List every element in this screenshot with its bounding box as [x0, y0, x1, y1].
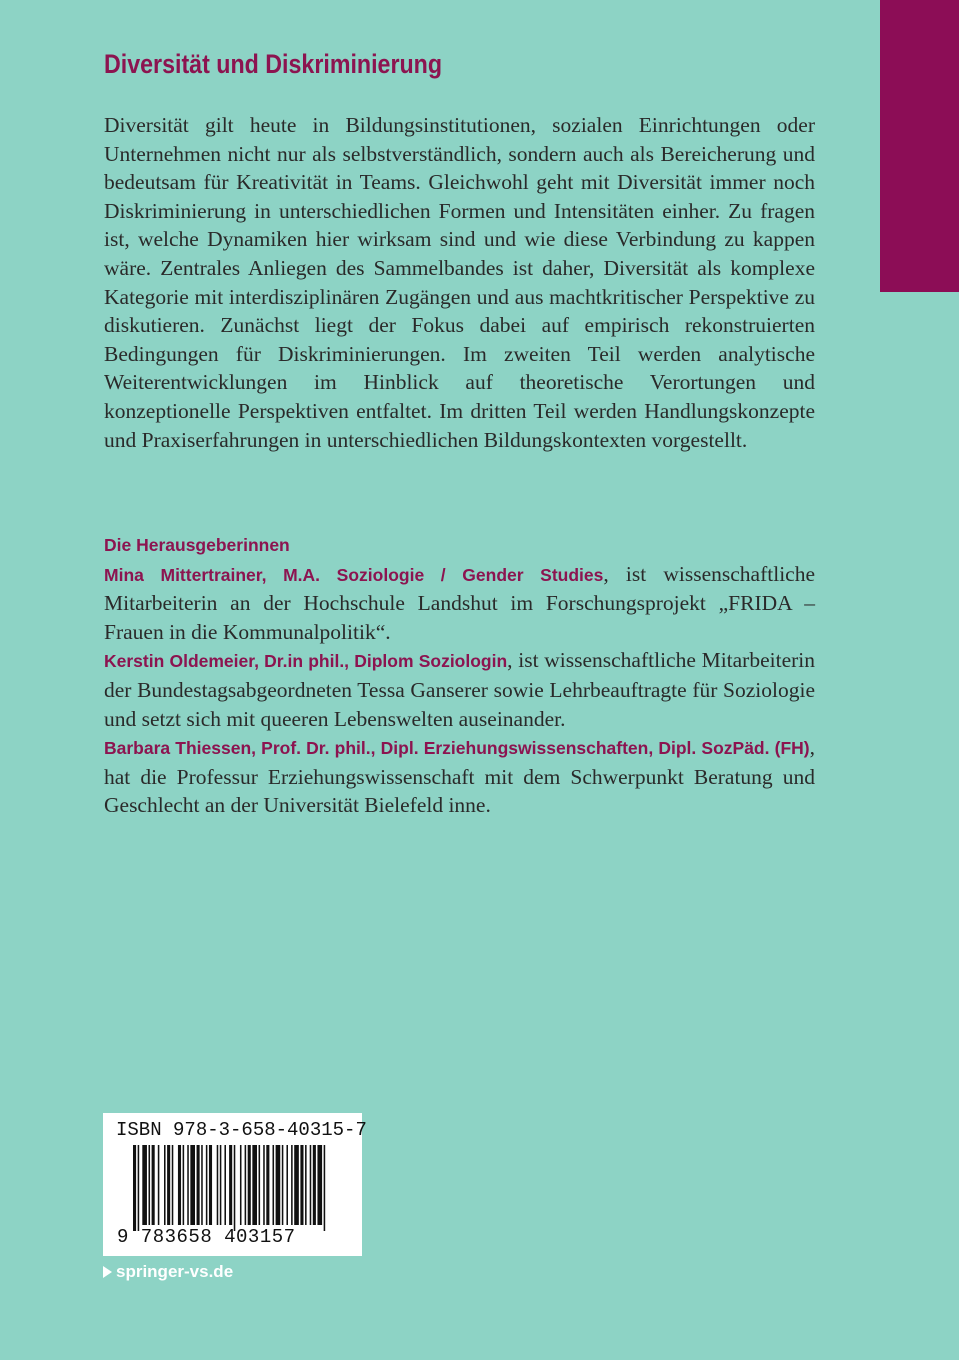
editor-name: Barbara Thiessen, Prof. Dr. phil., Dipl. Erziehungswissenschaften, Dipl. SozPäd. (FH)	[104, 738, 810, 759]
editors-section	[104, 531, 815, 820]
isbn-barcode	[103, 1113, 367, 1256]
isbn-label: ISBN 978-3-658-40315-7	[116, 1119, 367, 1141]
editor-entry	[104, 733, 815, 820]
barcode-digits: 9 783658 403157	[117, 1226, 296, 1248]
side-color-tab	[880, 0, 959, 292]
editor-entry	[104, 560, 815, 647]
editor-bio: , ist wissenschaftliche Mitarbeiterin der Bundestagsabgeordneten Tessa Ganserer sowie Lehrbeauftragte für Soziologie und setzt sich mit queeren Lebenswelten auseinander.	[104, 648, 816, 731]
editor-name: Mina Mittertrainer, M.A. Soziologie / Gender Studies	[104, 564, 604, 585]
editors-heading: Die Herausgeberinnen	[104, 535, 290, 555]
arrow-right-icon	[103, 1266, 112, 1278]
website-link[interactable]	[103, 1262, 233, 1282]
editor-bio: , ist wissenschaftliche Mitarbeiterin an der Hochschule Landshut im Forschungsprojekt „FRIDA – Frauen in die Kommunalpolitik“.	[104, 561, 815, 644]
editor-bio: , hat die Professur Erziehungswissenschaft mit dem Schwerpunkt Beratung und Geschlecht an der Universität Bielefeld inne.	[104, 735, 815, 818]
editor-name: Kerstin Oldemeier, Dr.in phil., Diplom Soziologin	[104, 651, 508, 672]
blurb-text: Diversität gilt heute in Bildungsinstitutionen, sozialen Einrichtungen oder Unternehmen nicht nur als selbstverständlich, sondern auch als Bereicherung und bedeutsam für Kreativität in Teams. Gleichwohl geht mit Diversität immer noch Diskriminierung in unterschiedlichen Formen und Intensitäten einher. Zu fragen ist, welche Dynamiken hier wirksam sind und wie diese Verbindung zu kappen wäre. Zentrales Anliegen des Sammelbandes ist daher, Diversität als komplexe Kategorie mit interdisziplinären Zugängen und aus machtkritischer Perspektive zu diskutieren. Zunächst liegt der Fokus dabei auf empirisch rekonstruierten Bedingungen für Diskriminierungen. Im zweiten Teil werden analytische Weiterentwicklungen im Hinblick auf theoretische Verortungen und konzeptionelle Perspektiven entfaltet. Im dritten Teil werden Handlungskonzepte und Praxiserfahrungen in unterschiedlichen Bildungskontexten vorgestellt.	[104, 113, 815, 452]
book-title: Diversität und Diskriminierung	[104, 49, 443, 79]
website-label: springer-vs.de	[116, 1262, 234, 1281]
editor-entry	[104, 646, 815, 733]
